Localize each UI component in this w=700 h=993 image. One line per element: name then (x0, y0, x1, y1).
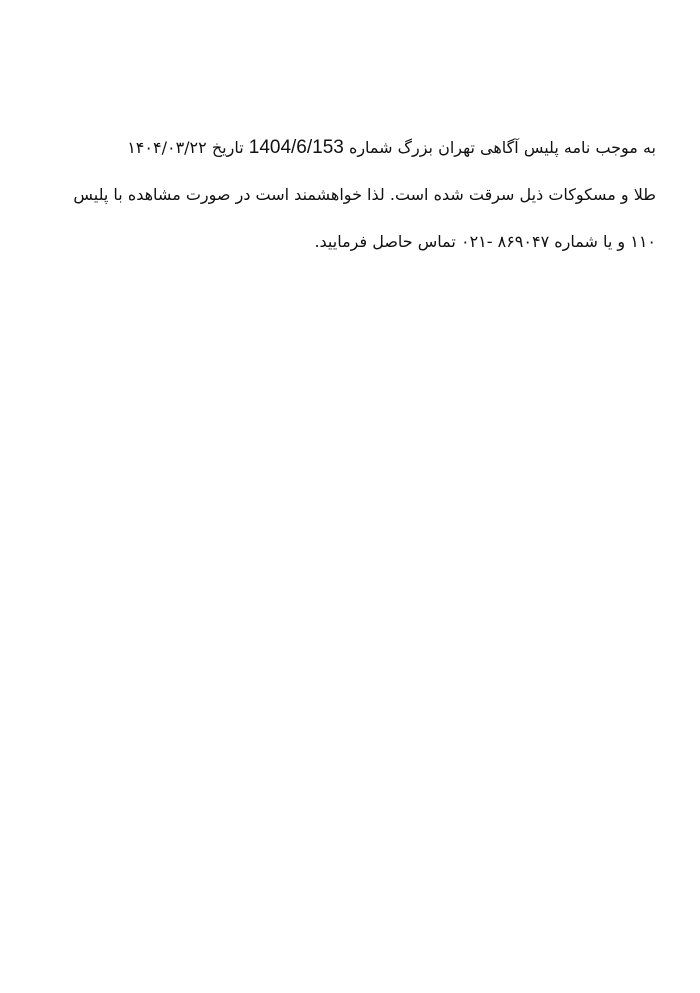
paragraph-line-3: ۱۱۰ و یا شماره ۸۶۹۰۴۷ -۰۲۱ تماس حاصل فرمایید. (314, 232, 656, 251)
line-1-text-start: به موجب نامه پلیس آگاهی تهران بزرگ شماره (348, 138, 656, 157)
paragraph-line-1 (44, 124, 656, 171)
line-1-text-end: تاریخ ۱۴۰۴/۰۳/۲۲ (127, 138, 244, 157)
letter-number: 1404/6/153 (248, 137, 344, 158)
paragraph-line-2: طلا و مسکوکات ذیل سرقت شده است. لذا خواهشمند است در صورت مشاهده با پلیس (73, 185, 656, 204)
announcement-paragraph (44, 124, 656, 265)
